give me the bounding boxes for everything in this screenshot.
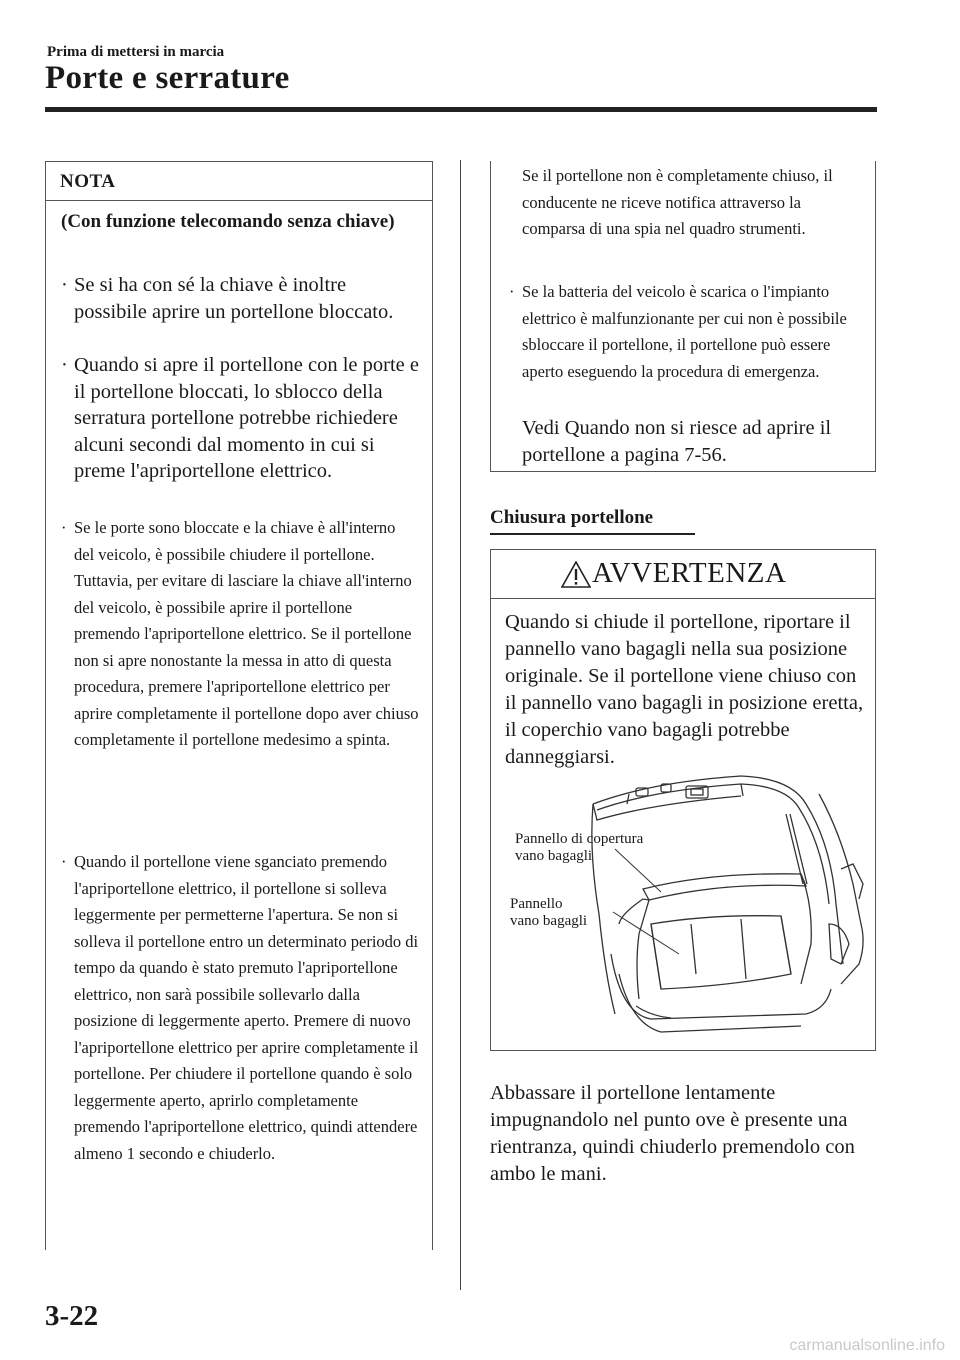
nota-label: NOTA (60, 171, 116, 192)
nota-reference: Vedi Quando non si riesce ad aprire il portellone a pagina 7-56. (522, 417, 832, 466)
warning-title: AVVERTENZA (592, 557, 787, 589)
bullet-dot-icon: · (61, 518, 67, 537)
section-heading-underline (490, 533, 695, 535)
bullet-dot-icon: · (61, 354, 68, 376)
nota-bullet-4: · Quando il portellone viene sganciato premendo l'apriportellone elettrico, il portellone si solleva leggermente per permetterne l'apertura. Se non si solleva il portellone entro un determinato periodo di tempo da quando è stato premuto l'apriportellone elettrico, non sarà possibile sollevarlo dalla posizione di leggermente aperto. Premere di nuovo l'apriportellone elettrico per aprire completamente il portellone. Per chiudere il portellone quando è solo leggermente aperto, aprirlo completamente premendo l'apriportellone elettrico, quindi attendere almeno 1 secondo e chiuderlo. (74, 849, 419, 1167)
section-label: Prima di mettersi in marcia (47, 44, 225, 60)
section-heading: Chiusura portellone (490, 507, 654, 528)
column-divider (460, 160, 461, 1290)
nota-header (46, 162, 432, 201)
watermark: carmanualsonline.info (789, 1337, 945, 1354)
nota-bullet-2: · Quando si apre il portellone con le porte e il portellone bloccati, lo sblocco della serratura portellone potrebbe richiedere alcuni secondi dal momento in cui si preme l'apriportellone elettrico. (61, 354, 419, 482)
warning-header (491, 550, 875, 599)
warning-text: Quando si chiude il portellone, riportare il pannello vano bagagli nella sua posizione originale. Se il portellone viene chiuso con il pannello vano bagagli in posizione eretta, il coperchio vano bagagli potrebbe danneggiarsi. (505, 611, 864, 768)
page-number: 3-22 (45, 1300, 99, 1332)
figure-label-trunk-panel: Pannello vano bagagli (510, 896, 588, 929)
bullet-dot-icon: · (509, 282, 515, 301)
nota-continued-text: Se il portellone non è completamente chiuso, il conducente ne riceve notifica attraverso la comparsa di una spia nel quadro strumenti. (522, 166, 833, 238)
page-title: Porte e serrature (45, 60, 290, 96)
trunk-illustration (591, 774, 875, 1044)
warning-triangle-icon (561, 561, 591, 588)
nota-continued-box (490, 161, 876, 472)
closing-instructions: Abbassare il portellone lentamente impugnandolo nel punto ove è presente una rientranza, quindi chiuderlo premendolo con ambo le mani. (490, 1082, 855, 1185)
nota-bullet-3: · Se le porte sono bloccate e la chiave è all'interno del veicolo, è possibile chiudere il portellone. Tuttavia, per evitare di lasciare la chiave all'interno del veicolo, è possibile aprire il portellone premendo l'apriportellone elettrico. Se il portellone non si apre nonostante la messa in atto di questa procedura, premere l'apriportellone elettrico per aprire completamente il portellone dopo aver chiuso completamente il portellone medesimo a spinta. (74, 515, 419, 754)
title-rule (45, 107, 877, 112)
nota-continued-bullet: · Se la batteria del veicolo è scarica o l'impianto elettrico è malfunzionante per cui non è possibile sbloccare il portellone, il portellone può essere aperto eseguendo la procedura di emergenza. (522, 279, 862, 385)
nota-subtitle: (Con funzione telecomando senza chiave) (61, 211, 395, 232)
bullet-dot-icon: · (61, 274, 68, 296)
nota-bullet-1: · Se si ha con sé la chiave è inoltre possibile aprire un portellone bloccato. (61, 274, 394, 323)
bullet-dot-icon: · (61, 852, 67, 871)
nota-box (45, 161, 433, 1250)
warning-box (490, 549, 876, 1051)
figure-label-cover-panel: Pannello di copertura vano bagagli (515, 831, 644, 864)
